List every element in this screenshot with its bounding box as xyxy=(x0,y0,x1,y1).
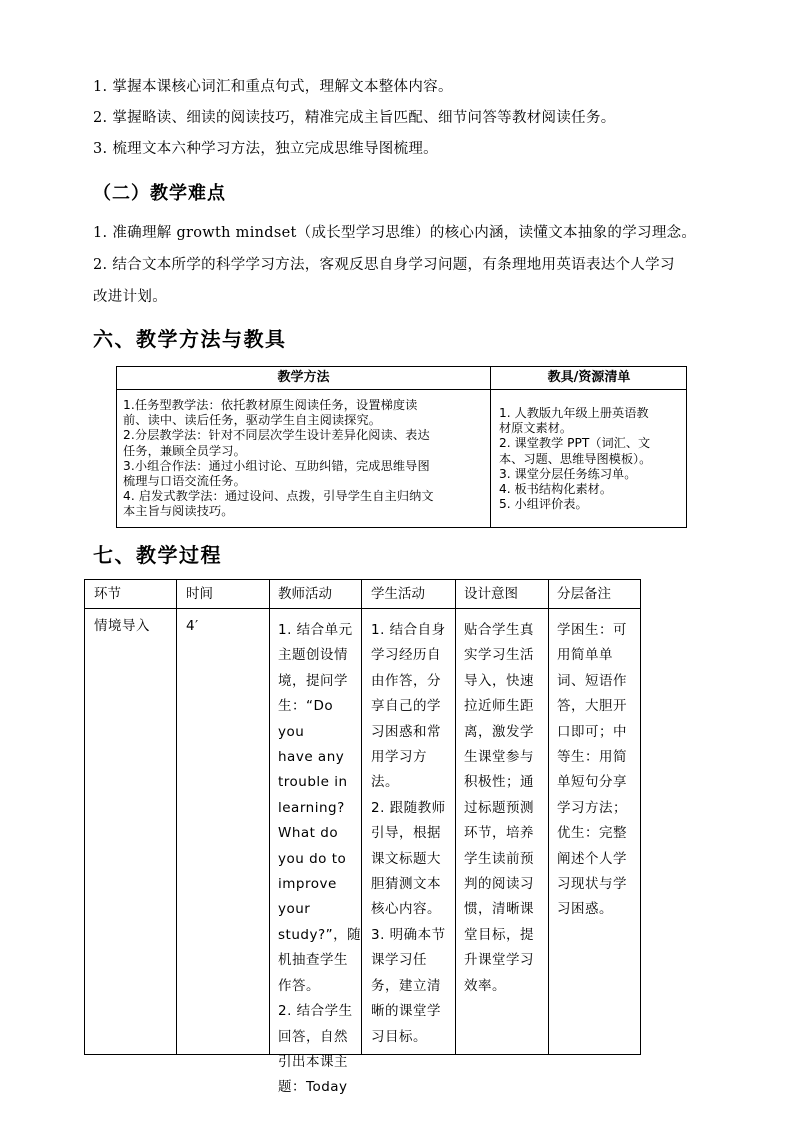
header-tier-notes: 分层备注 xyxy=(557,586,611,602)
teacher-line: 回答，自然 xyxy=(278,1028,348,1045)
teacher-line: 题：Today xyxy=(278,1079,348,1096)
resources-line: 2. 课堂教学 PPT（词汇、文 xyxy=(499,436,651,451)
notes-line: 习困惑。 xyxy=(557,901,613,918)
notes-line: 习现状与学 xyxy=(557,876,627,893)
resources-line: 4. 板书结构化素材。 xyxy=(499,482,613,497)
student-line: 晰的课堂学 xyxy=(371,1003,441,1020)
header-student-activity: 学生活动 xyxy=(371,586,425,602)
methods-cell xyxy=(123,398,488,520)
student-line: 2. 跟随教师 xyxy=(371,799,446,816)
objective-item-2: 2. 掌握略读、细读的阅读技巧，精准完成主旨匹配、细节问答等教材阅读任务。 xyxy=(93,110,616,126)
column-divider xyxy=(176,580,177,1054)
student-line: 1. 结合自身 xyxy=(371,622,446,638)
intent-line: 贴合学生真 xyxy=(464,622,534,638)
difficulty-heading: （二）教学难点 xyxy=(93,183,226,204)
student-line: 享自己的学 xyxy=(371,698,441,715)
methods-line: 2.分层教学法：针对不同层次学生设计差异化阅读、表达 xyxy=(123,428,430,443)
student-line: 课学习任 xyxy=(371,952,427,969)
teacher-line: 2. 结合学生 xyxy=(278,1003,353,1020)
difficulty-item-2-line-1: 2. 结合文本所学的科学学习方法，客观反思自身学习问题，有条理地用英语表达个人学习 xyxy=(93,257,675,273)
intent-line: 过标题预测 xyxy=(464,799,534,816)
intent-line: 学生读前预 xyxy=(464,850,534,867)
intent-line: 判的阅读习 xyxy=(464,876,534,893)
intent-line: 导入，快速 xyxy=(464,672,534,689)
teacher-line: 作答。 xyxy=(278,977,320,994)
student-line: 学习经历自 xyxy=(371,647,441,664)
cell-time: 4′ xyxy=(186,618,199,634)
cell-tier-notes xyxy=(557,618,637,923)
student-line: 3. 明确本节 xyxy=(371,926,446,943)
resources-cell xyxy=(499,406,687,512)
methods-column-header: 教学方法 xyxy=(117,367,490,390)
teacher-line: 引出本课主 xyxy=(278,1053,348,1070)
teacher-line: 主题创设情 xyxy=(278,647,348,664)
methods-line: 梳理与口语交流任务。 xyxy=(123,474,246,489)
header-design-intent: 设计意图 xyxy=(464,586,518,602)
intent-line: 拉近师生距 xyxy=(464,698,534,715)
methods-line: 前、读中、读后任务，驱动学生自主阅读探究。 xyxy=(123,413,382,428)
resources-column-header: 教具/资源清单 xyxy=(491,367,687,390)
section-6-heading: 六、教学方法与教具 xyxy=(93,327,287,351)
teacher-line: 生：“Do you xyxy=(278,698,334,740)
student-line: 引导，根据 xyxy=(371,825,441,842)
notes-line: 优生：完整 xyxy=(557,825,627,842)
intent-line: 实学习生活 xyxy=(464,647,534,664)
intent-line: 环节，培养 xyxy=(464,825,534,842)
teacher-line: 机抽查学生 xyxy=(278,952,348,969)
student-line: 习目标。 xyxy=(371,1028,427,1045)
resources-line: 材原文素材。 xyxy=(499,421,573,436)
student-line: 用学习方 xyxy=(371,749,427,766)
methods-line: 1.任务型教学法：依托教材原生阅读任务，设置梯度读 xyxy=(123,398,418,412)
process-table xyxy=(84,579,641,1096)
methods-line: 本主旨与阅读技巧。 xyxy=(123,504,234,519)
notes-line: 学习方法； xyxy=(557,799,627,816)
intent-line: 效率。 xyxy=(464,977,506,994)
teacher-line: study?”，随 xyxy=(278,926,362,943)
student-line: 务，建立清 xyxy=(371,977,441,994)
cell-stage: 情境导入 xyxy=(94,618,150,634)
intent-line: 堂目标，提 xyxy=(464,926,534,943)
intent-line: 生课堂参与 xyxy=(464,749,534,766)
notes-line: 阐述个人学 xyxy=(557,850,627,867)
notes-line: 学困生：可 xyxy=(557,622,627,638)
methods-line: 4. 启发式教学法：通过设问、点拨，引导学生自主归纳文 xyxy=(123,489,434,504)
column-divider xyxy=(269,580,270,1054)
student-line: 课文标题大 xyxy=(371,850,441,867)
difficulty-item-1: 1. 准确理解 growth mindset（成长型学习思维）的核心内涵，读懂文本抽象的学习理念。 xyxy=(93,225,697,241)
teacher-line: 1. 结合单元 xyxy=(278,622,353,638)
notes-line: 词、短语作 xyxy=(557,672,627,689)
methods-line: 任务，兼顾全员学习。 xyxy=(123,443,246,458)
table-divider xyxy=(490,367,491,527)
resources-line: 1. 人教版九年级上册英语教 xyxy=(499,406,649,420)
teacher-line: your xyxy=(278,901,311,918)
notes-line: 单短句分享 xyxy=(557,774,627,791)
teacher-line: improve xyxy=(278,876,337,893)
intent-line: 离，激发学 xyxy=(464,723,534,740)
resources-line: 5. 小组评价表。 xyxy=(499,497,588,512)
teacher-line: learning? xyxy=(278,799,345,816)
teacher-line: What do xyxy=(278,825,339,842)
teacher-line: 境，提问学 xyxy=(278,672,348,689)
header-teacher-activity: 教师活动 xyxy=(278,586,332,602)
notes-line: 口即可；中 xyxy=(557,723,627,740)
student-line: 习困惑和常 xyxy=(371,723,441,740)
resources-line: 本、习题、思维导图模板）。 xyxy=(499,451,652,466)
teacher-line: have any xyxy=(278,749,345,766)
student-line: 由作答，分 xyxy=(371,672,441,689)
section-7-heading: 七、教学过程 xyxy=(93,543,222,567)
teacher-line: trouble in xyxy=(278,774,348,791)
intent-line: 惯，清晰课 xyxy=(464,901,534,918)
intent-line: 升课堂学习 xyxy=(464,952,534,969)
student-line: 核心内容。 xyxy=(371,901,441,918)
teacher-line: you do to xyxy=(278,850,347,867)
cell-design-intent xyxy=(464,618,550,999)
notes-line: 用简单单 xyxy=(557,647,613,664)
cell-student-activity xyxy=(371,618,457,1050)
objective-item-3: 3. 梳理文本六种学习方法，独立完成思维导图梳理。 xyxy=(93,141,438,157)
header-divider xyxy=(85,608,640,609)
student-line: 胆猜测文本 xyxy=(371,876,441,893)
objective-item-1: 1. 掌握本课核心词汇和重点句式，理解文本整体内容。 xyxy=(93,79,453,95)
methods-line: 3.小组合作法：通过小组讨论、互助纠错，完成思维导图 xyxy=(123,458,430,473)
resources-line: 3. 课堂分层任务练习单。 xyxy=(499,466,637,481)
header-stage: 环节 xyxy=(94,586,121,602)
notes-line: 等生：用简 xyxy=(557,749,627,766)
header-time: 时间 xyxy=(186,586,213,602)
difficulty-item-2-line-2: 改进计划。 xyxy=(93,289,167,305)
methods-table xyxy=(116,366,687,528)
notes-line: 答，大胆开 xyxy=(557,698,627,715)
intent-line: 积极性；通 xyxy=(464,774,534,791)
student-line: 法。 xyxy=(371,774,399,791)
cell-teacher-activity xyxy=(278,618,364,1101)
